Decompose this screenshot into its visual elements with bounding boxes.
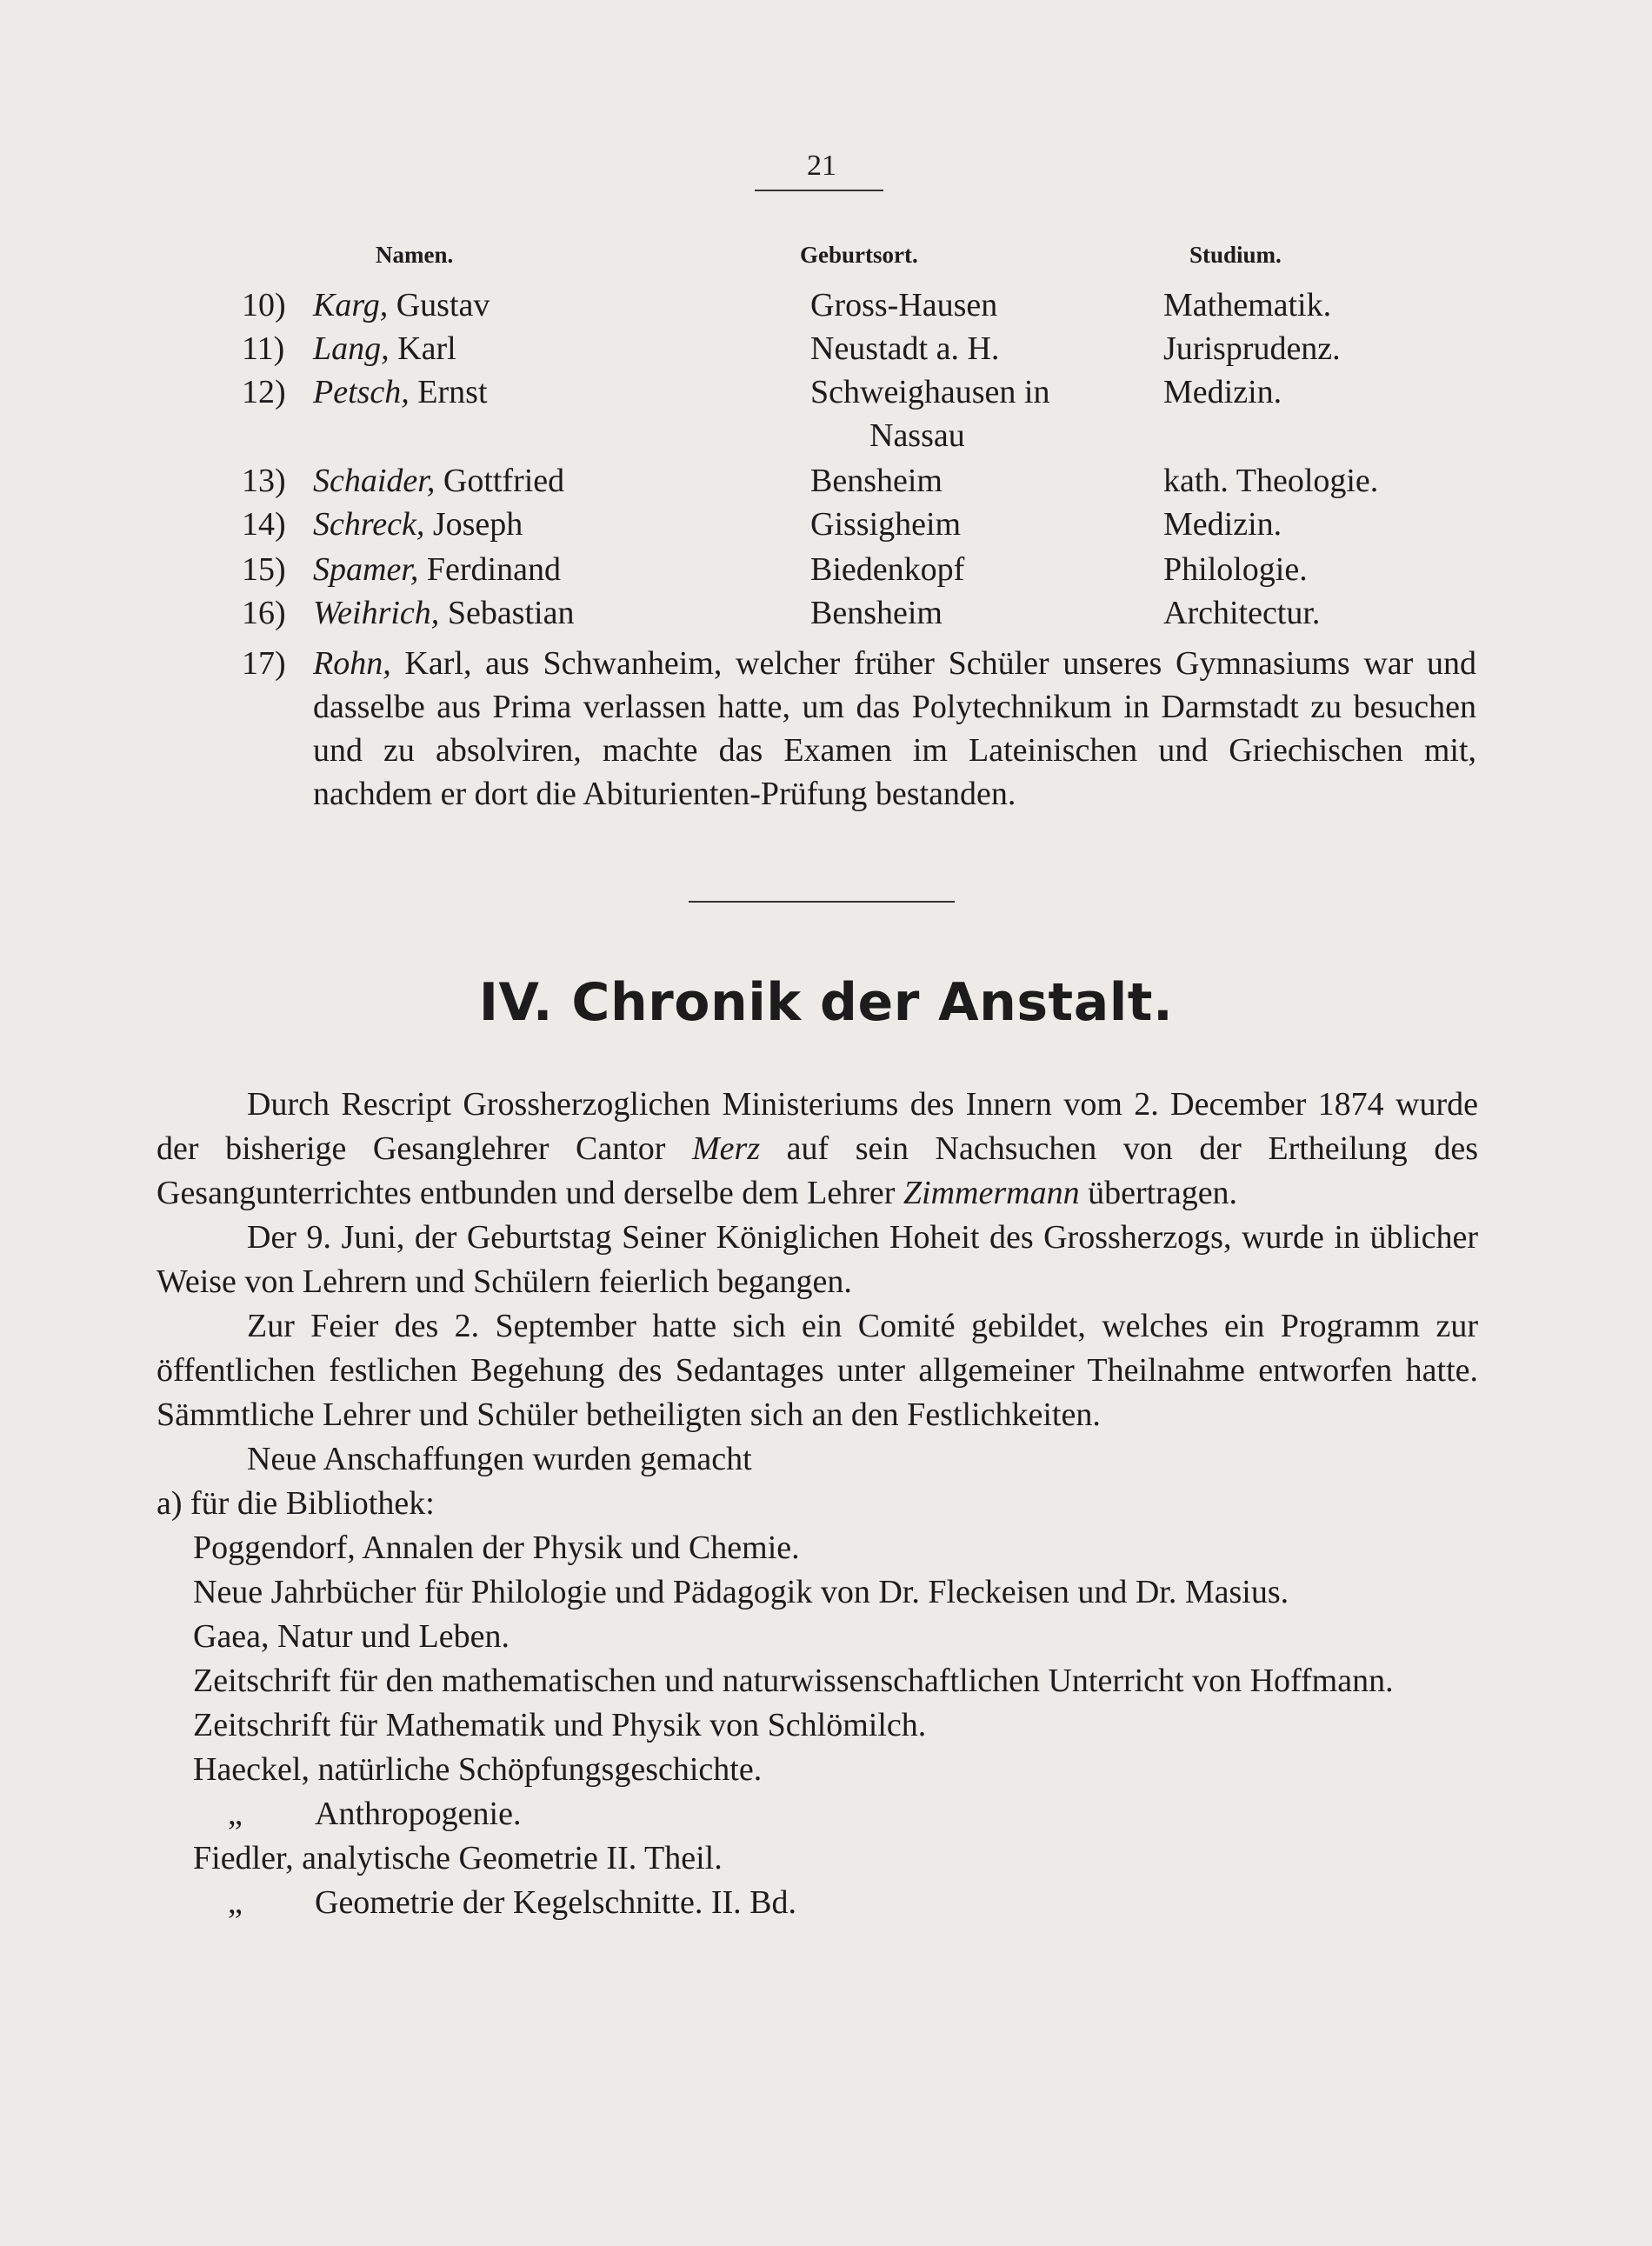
row-number: 15) xyxy=(242,551,286,588)
book-title: Anthropogenie. xyxy=(315,1796,522,1832)
paragraph-text: übertragen. xyxy=(1079,1175,1238,1211)
surname: Karg, xyxy=(313,287,389,323)
entry-text xyxy=(313,642,1476,816)
row-number: 16) xyxy=(242,595,286,631)
book-list-item: Zeitschrift für Mathematik und Physik von Schlömilch. xyxy=(193,1707,927,1743)
column-header-study: Studium. xyxy=(1189,242,1282,268)
page-number-rule xyxy=(755,190,883,191)
study-field: Medizin. xyxy=(1163,506,1282,543)
birthplace: Bensheim xyxy=(810,595,943,631)
paragraph-geburtstag: Der 9. Juni, der Geburtstag Seiner Königlichen Hoheit des Grossherzogs, wurde in üblicher Weise von Lehrern und Schülern feierlich begangen. xyxy=(157,1219,1478,1300)
book-list-item xyxy=(193,1792,1478,1836)
birthplace: Gross-Hausen xyxy=(810,287,998,323)
section-divider xyxy=(689,901,955,903)
given-name: Joseph xyxy=(424,506,523,543)
surname: Petsch, xyxy=(313,374,410,410)
birthplace: Nassau xyxy=(869,417,965,454)
given-name: Ernst xyxy=(409,374,488,410)
book-list-item: Haeckel, natürliche Schöpfungsgeschichte. xyxy=(193,1751,763,1788)
surname: Schaider, xyxy=(313,463,436,499)
table-row xyxy=(0,548,1652,591)
table-row xyxy=(0,370,1652,414)
student-name xyxy=(313,283,490,327)
table-row xyxy=(0,414,1652,457)
table-row xyxy=(0,503,1652,546)
surname: Weihrich, xyxy=(313,595,440,631)
birthplace: Schweighausen in xyxy=(810,374,1050,410)
given-name: Karl xyxy=(389,330,456,367)
row-number: 11) xyxy=(242,330,285,367)
table-row xyxy=(0,459,1652,503)
surname: Lang, xyxy=(313,330,390,367)
student-name xyxy=(313,591,574,635)
study-field: kath. Theologie. xyxy=(1163,463,1379,499)
student-name xyxy=(313,370,488,414)
entry-description: Karl, aus Schwanheim, welcher früher Schüler unseres Gymnasiums war und dasselbe aus Prima verlassen hatte, um das Polytechnikum in Darmstadt zu besuchen und zu absolviren, machte das Examen im Lateinischen und Griechischen mit, nachdem er dort die Abiturienten-Prüfung bestanden. xyxy=(313,645,1476,812)
birthplace: Gissigheim xyxy=(810,506,962,543)
table-row xyxy=(0,327,1652,370)
student-name xyxy=(313,503,523,546)
ditto-mark: „ xyxy=(228,1796,243,1832)
list-heading-bibliothek: a) für die Bibliothek: xyxy=(157,1485,435,1522)
entry-number: 17) xyxy=(242,645,286,682)
row-number: 12) xyxy=(242,374,286,410)
book-list-item: Fiedler, analytische Geometrie II. Theil. xyxy=(193,1840,723,1876)
study-field: Mathematik. xyxy=(1163,287,1332,323)
paragraph-anschaffungen: Neue Anschaffungen wurden gemacht xyxy=(247,1441,752,1477)
study-field: Architectur. xyxy=(1163,595,1321,631)
table-row xyxy=(0,591,1652,635)
name-zimmermann: Zimmermann xyxy=(903,1175,1080,1211)
study-field: Philologie. xyxy=(1163,551,1308,588)
study-field: Medizin. xyxy=(1163,374,1282,410)
birthplace: Neustadt a. H. xyxy=(810,330,1000,367)
paragraph-text: Durch Rescript Grossherzoglichen Ministeriums des Innern vom 2. December 1874 wurde der bisherige Gesanglehrer Cantor xyxy=(157,1086,1478,1167)
column-header-birthplace: Geburtsort. xyxy=(800,242,918,268)
table-row xyxy=(0,283,1652,327)
given-name: Gustav xyxy=(388,287,490,323)
row-number: 13) xyxy=(242,463,286,499)
surname: Spamer, xyxy=(313,551,419,588)
study-field: Jurisprudenz. xyxy=(1163,330,1341,367)
student-name xyxy=(313,548,561,591)
column-header-names: Namen. xyxy=(376,242,454,268)
book-list-item: Gaea, Natur und Leben. xyxy=(193,1618,510,1655)
book-list-item: Poggendorf, Annalen der Physik und Chemie. xyxy=(193,1530,800,1566)
student-entry-rohn xyxy=(242,642,1476,816)
birthplace: Bensheim xyxy=(810,463,943,499)
given-name: Gottfried xyxy=(435,463,565,499)
birthplace: Biedenkopf xyxy=(810,551,965,588)
student-name xyxy=(313,327,456,370)
given-name: Sebastian xyxy=(439,595,575,631)
chronicle-body xyxy=(157,1083,1478,1925)
page-number: 21 xyxy=(807,150,836,182)
book-list-item: Zeitschrift für den mathematischen und naturwissenschaftlichen Unterricht von Hoffmann. xyxy=(193,1663,1394,1699)
row-number: 10) xyxy=(242,287,286,323)
surname: Schreck, xyxy=(313,506,425,543)
student-name xyxy=(313,459,564,503)
paragraph-sedantag: Zur Feier des 2. September hatte sich ein Comité gebildet, welches ein Programm zur öffentlichen festlichen Begehung des Sedantages unter allgemeiner Theilnahme entworfen hatte. Sämmtliche Lehrer und Schüler betheiligten sich an den Festlichkeiten. xyxy=(157,1308,1478,1433)
row-number: 14) xyxy=(242,506,286,543)
book-title: Geometrie der Kegelschnitte. II. Bd. xyxy=(315,1884,796,1921)
book-list-item: Neue Jahrbücher für Philologie und Pädagogik von Dr. Fleckeisen und Dr. Masius. xyxy=(193,1574,1289,1610)
entry-surname: Rohn, xyxy=(313,645,391,682)
paragraph-gesanglehrer xyxy=(157,1083,1478,1216)
ditto-mark: „ xyxy=(228,1884,243,1921)
name-merz: Merz xyxy=(692,1130,761,1167)
book-list-item xyxy=(193,1881,1478,1925)
paragraph-text: auf sein Nachsuchen von der Ertheilung des Gesangunterrichtes entbunden und derselbe dem Lehrer xyxy=(157,1130,1479,1211)
given-name: Ferdinand xyxy=(418,551,561,588)
section-title: IV. Chronik der Anstalt. xyxy=(478,972,1174,1033)
